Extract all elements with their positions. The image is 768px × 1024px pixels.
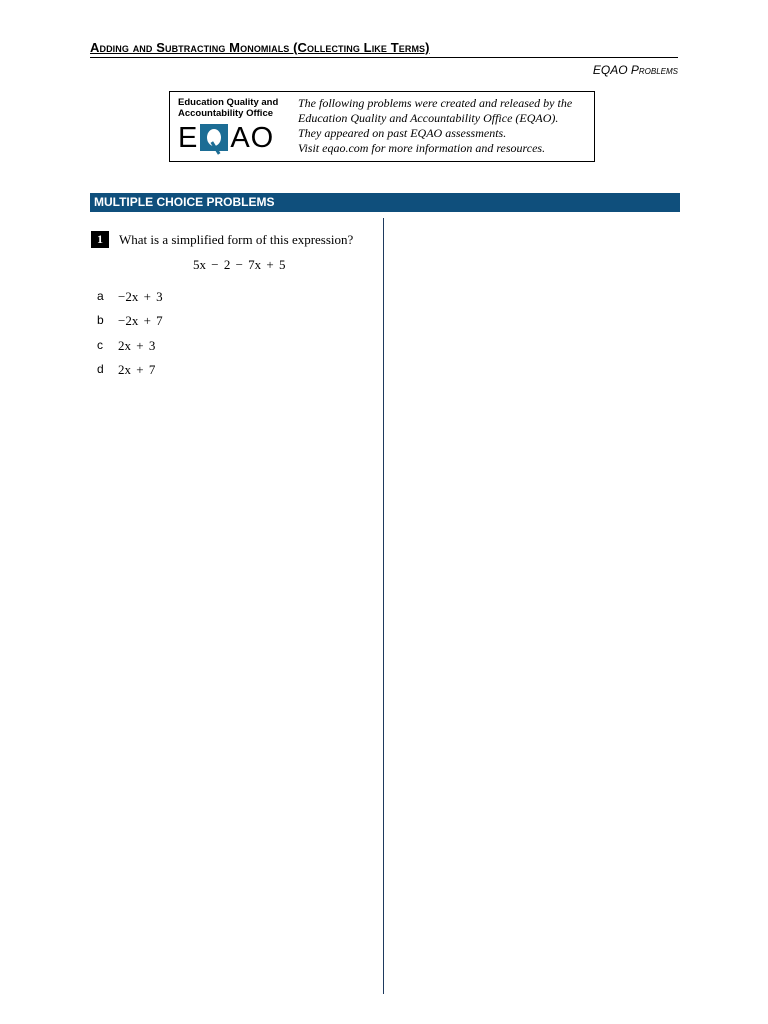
org-name-line-1: Education Quality and — [178, 97, 279, 108]
logo-letter-e: E — [178, 122, 199, 154]
choice-answer: −2x + 7 — [118, 313, 163, 328]
eqao-info-box — [169, 91, 595, 162]
question-number: 1 — [91, 231, 109, 248]
logo-letters-ao: AO — [230, 122, 275, 154]
choice-letter: a — [97, 289, 104, 303]
info-line-1: The following problems were created and released by the — [298, 96, 573, 110]
eqao-logo — [178, 97, 288, 157]
eqao-logo-letters — [178, 121, 274, 155]
choice-letter: b — [97, 313, 104, 327]
choice-answer: 2x + 7 — [118, 362, 156, 377]
org-name-line-2: Accountability Office — [178, 108, 274, 119]
section-header-label: MULTIPLE CHOICE PROBLEMS — [94, 195, 275, 209]
info-line-3: They appeared on past EQAO assessments. — [298, 126, 507, 140]
document-title: Adding and Subtracting Monomials (Collecting Like Terms) — [90, 40, 430, 55]
eqao-logo-mark — [178, 121, 288, 157]
choice-letter: d — [97, 362, 104, 376]
column-divider — [383, 218, 384, 994]
document-subtitle: EQAO Problems — [592, 63, 678, 77]
choice-answer: 2x + 3 — [118, 338, 156, 353]
logo-q-icon — [200, 124, 228, 151]
choice-letter: c — [97, 338, 103, 352]
info-line-2: Education Quality and Accountability Office (EQAO). — [298, 111, 559, 125]
question-expression: 5x − 2 − 7x + 5 — [193, 257, 286, 272]
section-header — [90, 193, 680, 212]
info-text — [298, 96, 592, 156]
question-text: What is a simplified form of this expression? — [119, 232, 354, 247]
org-name — [178, 97, 278, 119]
title-rule — [90, 57, 678, 58]
info-line-4: Visit eqao.com for more information and resources. — [298, 141, 546, 155]
choice-answer: −2x + 3 — [118, 289, 163, 304]
